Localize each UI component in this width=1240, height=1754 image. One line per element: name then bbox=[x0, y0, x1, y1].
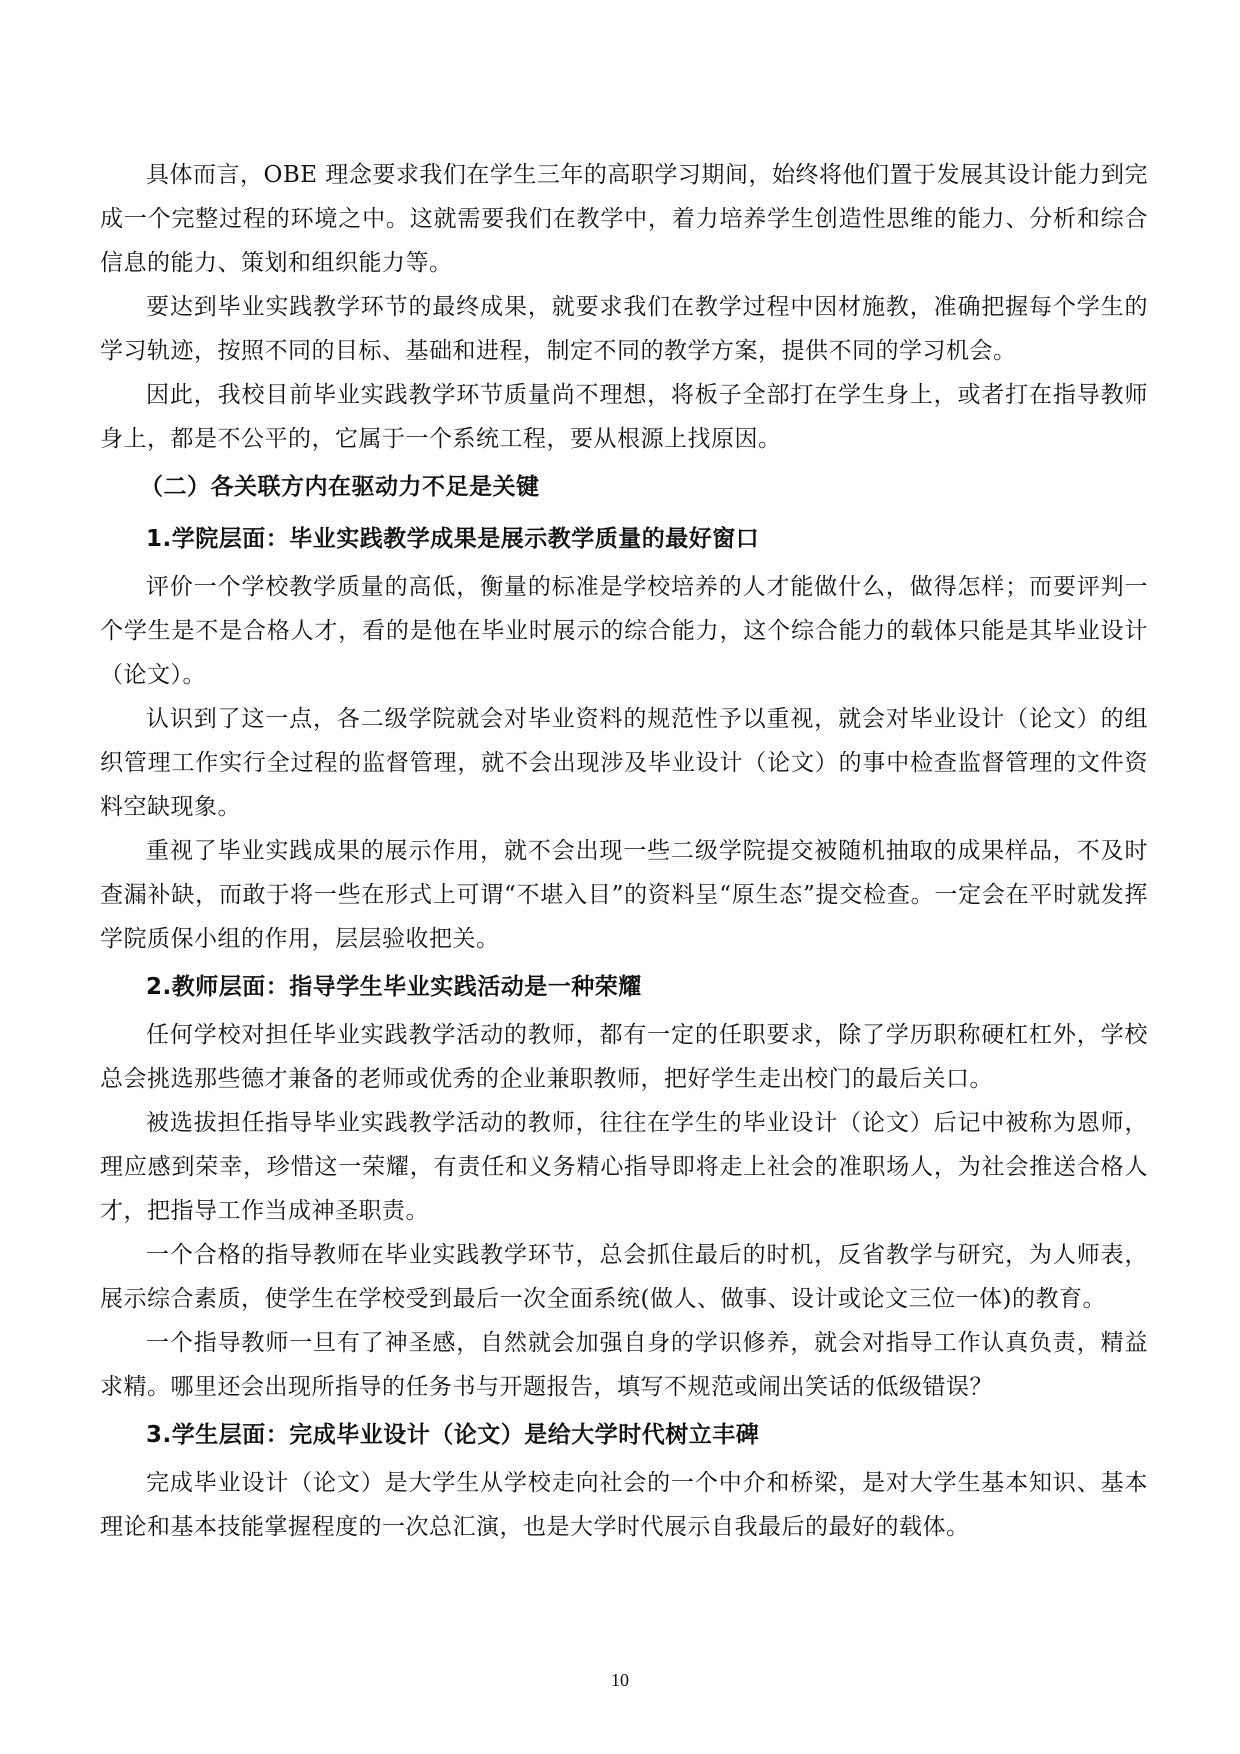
section-heading: （二）各关联方内在驱动力不足是关键 bbox=[140, 474, 540, 500]
paragraph: 评价一个学校教学质量的高低，衡量的标准是学校培养的人才能做什么，做得怎样；而要评判一个学生是不是合格人才，看的是他在毕业时展示的综合能力，这个综合能力的载体只能是其毕业设计（论文）。 bbox=[100, 574, 1148, 688]
paragraph: 认识到了这一点，各二级学院就会对毕业资料的规范性予以重视，就会对毕业设计（论文）的组织管理工作实行全过程的监督管理，就不会出现涉及毕业设计（论文）的事中检查监督管理的文件资料空缺现象。 bbox=[100, 706, 1148, 820]
paragraph: 重视了毕业实践成果的展示作用，就不会出现一些二级学院提交被随机抽取的成果样品，不及时查漏补缺，而敢于将一些在形式上可谓“不堪入目”的资料呈“原生态”提交检查。一定会在平时就发挥学院质保小组的作用，层层验收把关。 bbox=[100, 838, 1148, 952]
paragraph: 具体而言，OBE 理念要求我们在学生三年的高职学习期间，始终将他们置于发展其设计能力到完成一个完整过程的环境之中。这就需要我们在教学中，着力培养学生创造性思维的能力、分析和综合信息的能力、策划和组织能力等。 bbox=[100, 162, 1148, 276]
paragraph: 被选拔担任指导毕业实践教学活动的教师，往往在学生的毕业设计（论文）后记中被称为恩师，理应感到荣幸，珍惜这一荣耀，有责任和义务精心指导即将走上社会的准职场人，为社会推送合格人才，把指导工作当成神圣职责。 bbox=[100, 1110, 1148, 1224]
paragraph: 一个合格的指导教师在毕业实践教学环节，总会抓住最后的时机，反省教学与研究，为人师表，展示综合素质，使学生在学校受到最后一次全面系统(做人、做事、设计或论文三位一体)的教育。 bbox=[100, 1242, 1148, 1312]
paragraph: 完成毕业设计（论文）是大学生从学校走向社会的一个中介和桥梁，是对大学生基本知识、基本理论和基本技能掌握程度的一次总汇演，也是大学时代展示自我最后的最好的载体。 bbox=[100, 1470, 1148, 1540]
paragraph: 任何学校对担任毕业实践教学活动的教师，都有一定的任职要求，除了学历职称硬杠杠外，学校总会挑选那些德才兼备的老师或优秀的企业兼职教师，把好学生走出校门的最后关口。 bbox=[100, 1022, 1148, 1092]
subsection-heading-college: 1.学院层面：毕业实践教学成果是展示教学质量的最好窗口 bbox=[146, 526, 760, 552]
document-body bbox=[100, 153, 1148, 1549]
subsection-heading-student: 3.学生层面：完成毕业设计（论文）是给大学时代树立丰碑 bbox=[146, 1422, 760, 1448]
page-number: 10 bbox=[611, 1670, 629, 1690]
paragraph: 一个指导教师一旦有了神圣感，自然就会加强自身的学识修养，就会对指导工作认真负责，精益求精。哪里还会出现所指导的任务书与开题报告，填写不规范或闹出笑话的低级错误？ bbox=[100, 1330, 1148, 1400]
paragraph: 要达到毕业实践教学环节的最终成果，就要求我们在教学过程中因材施教，准确把握每个学生的学习轨迹，按照不同的目标、基础和进程，制定不同的教学方案，提供不同的学习机会。 bbox=[100, 294, 1148, 364]
subsection-heading-teacher: 2.教师层面：指导学生毕业实践活动是一种荣耀 bbox=[146, 974, 642, 1000]
paragraph: 因此，我校目前毕业实践教学环节质量尚不理想，将板子全部打在学生身上，或者打在指导教师身上，都是不公平的，它属于一个系统工程，要从根源上找原因。 bbox=[100, 382, 1148, 452]
